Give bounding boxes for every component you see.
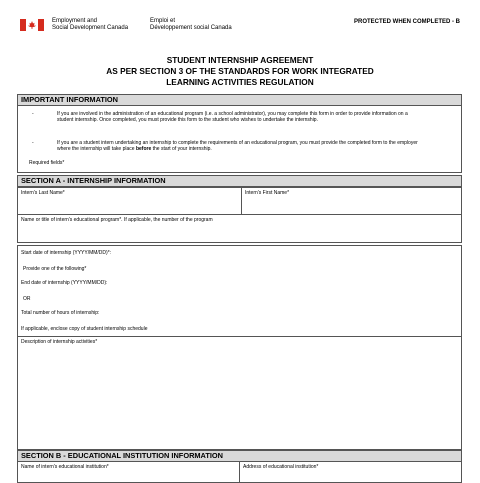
dept-en-line2: Social Development Canada	[52, 25, 129, 31]
important-item-2	[57, 140, 425, 152]
bullet-1: -	[32, 111, 34, 117]
start-date-label[interactable]: Start date of internship (YYYY/MM/DD)*:	[21, 250, 112, 256]
dept-en-line1: Employment and	[52, 18, 98, 24]
department-name-fr	[150, 18, 232, 32]
protected-label: PROTECTED WHEN COMPLETED - B	[354, 19, 460, 25]
dates-box	[17, 245, 462, 337]
important-item-2-bold: before	[135, 146, 152, 152]
provide-one-label: Provide one of the following*	[23, 266, 87, 272]
important-info-heading: IMPORTANT INFORMATION	[17, 94, 462, 106]
intern-first-name-label: Intern's First Name*	[245, 190, 290, 196]
required-fields-note: Required fields*	[29, 160, 65, 166]
title-line2: AS PER SECTION 3 OF THE STANDARDS FOR WORK INTEGRATED	[106, 66, 374, 76]
schedule-note: If applicable, enclose copy of student internship schedule	[21, 326, 148, 332]
institution-name-label: Name of intern's educational institution*	[21, 464, 109, 470]
important-item-2-text: If you are a student intern undertaking an internship to complete the requirements of an educational program, you must provide the completed form to the employer where the internship will take place	[57, 140, 418, 152]
program-name-field[interactable]	[17, 214, 462, 243]
intern-last-name-field[interactable]	[17, 187, 242, 215]
dept-fr-line1: Emploi et	[150, 18, 176, 24]
canada-flag-icon	[20, 19, 44, 31]
section-a-heading: SECTION A - INTERNSHIP INFORMATION	[17, 175, 462, 187]
end-date-label[interactable]: End date of internship (YYYY/MM/DD):	[21, 280, 108, 286]
document-title	[0, 55, 480, 88]
dept-fr-line2: Développement social Canada	[150, 25, 232, 31]
bullet-2: -	[32, 140, 34, 146]
internship-description-field[interactable]	[17, 336, 462, 450]
total-hours-label[interactable]: Total number of hours of internship:	[21, 310, 100, 316]
important-item-2-end: the start of your internship.	[151, 146, 212, 152]
intern-last-name-label: Intern's Last Name*	[21, 190, 65, 196]
or-label: OR	[23, 296, 31, 302]
institution-address-label: Address of educational institution*	[243, 464, 319, 470]
title-line1: STUDENT INTERNSHIP AGREEMENT	[166, 55, 314, 65]
title-line3: LEARNING ACTIVITIES REGULATION	[166, 77, 314, 87]
department-name-en	[52, 18, 128, 32]
intern-first-name-field[interactable]	[241, 187, 462, 215]
important-item-1: If you are involved in the administration of an educational program (i.e. a school administrator), you may complete this form in order to provide information on a student internship. Once completed, you must provide this form to the student who wishes to undertake the internship.	[57, 111, 408, 123]
internship-description-label: Description of internship activities*	[21, 339, 98, 345]
program-name-label: Name or title of intern's educational program*. If applicable, the number of the program	[21, 217, 213, 223]
section-b-heading: SECTION B - EDUCATIONAL INSTITUTION INFORMATION	[17, 450, 462, 462]
